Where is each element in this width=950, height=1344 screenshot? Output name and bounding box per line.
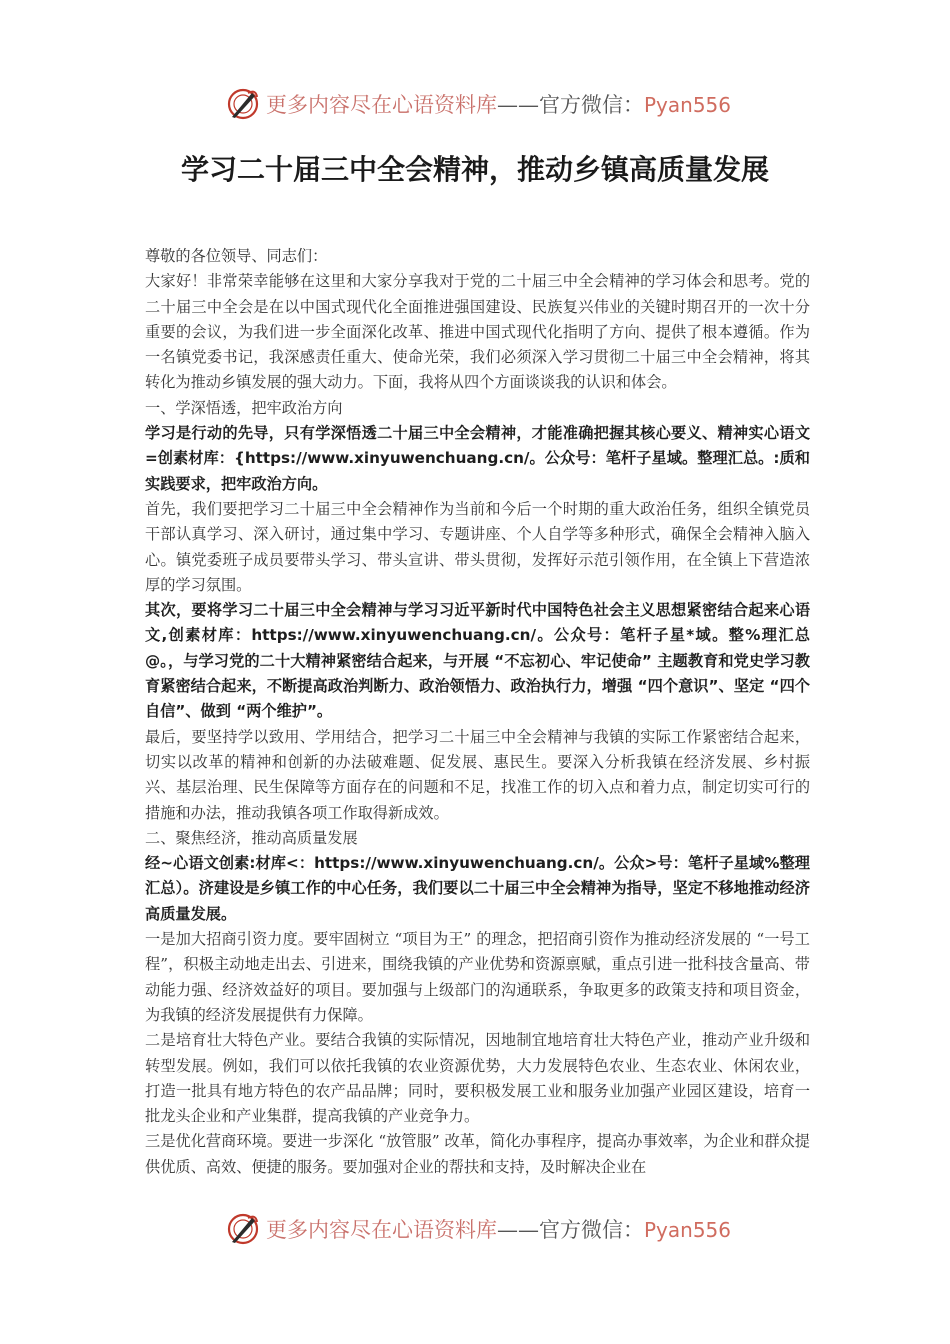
page-title: 学习二十届三中全会精神，推动乡镇高质量发展 (180, 153, 769, 186)
section-heading: 一、学深悟透，把牢政治方向 (145, 398, 343, 417)
paragraph: 大家好！非常荣幸能够在这里和大家分享我对于党的二十届三中全会精神的学习体会和思考。党的二十届三中全会是在以中国式现代化全面推进强国建设、民族复兴伟业的关键时期召开的一次十分重要的会议，为我们进一步全面深化改革、推进中国式现代化指明了方向、提供了根本遵循。作为一名镇党委书记，我深感责任重大、使命光荣，我们必须深入学习贯彻二十届三中全会精神，将其转化为推动乡镇发展的强大动力。下面，我将从四个方面谈谈我的认识和体会。 (145, 272, 810, 392)
banner-dash: —— (497, 93, 539, 117)
banner-main: 更多内容尽在心语资料库 (266, 93, 497, 117)
footer-banner (0, 1207, 950, 1251)
bold-paragraph: 经~心语文创素:材库<：https://www.xinyuwenchuang.cn/。公众>号：笔杆子星域%整理汇总）。济建设是乡镇工作的中心任务，我们要以二十届三中全会精神为指导，坚定不移地推动经济高质量发展。 (145, 854, 810, 923)
banner-text (266, 89, 731, 119)
banner-dash: —— (497, 1218, 539, 1242)
paragraph: 最后，要坚持学以致用、学用结合，把学习二十届三中全会精神与我镇的实际工作紧密结合起来，切实以改革的精神和创新的办法破难题、促发展、惠民生。要深入分析我镇在经济发展、乡村振兴、基层治理、民生保障等方面存在的问题和不足，找准工作的切入点和着力点，制定切实可行的措施和办法，推动我镇各项工作取得新成效。 (145, 727, 810, 822)
header-banner (0, 82, 950, 126)
bold-paragraph: 学习是行动的先导，只有学深悟透二十届三中全会精神，才能准确把握其核心要义、精神实心语文=创素材库：{https://www.xinyuwenchuang.cn/。公众号：笔杆子星域。整理汇总。:质和实践要求，把牢政治方向。 (145, 424, 810, 493)
quill-logo-icon (226, 1212, 260, 1246)
banner-label: 官方微信： (539, 1218, 644, 1242)
quill-logo-icon (226, 87, 260, 121)
salutation: 尊敬的各位领导、同志们： (145, 247, 328, 265)
paragraph: 三是优化营商环境。要进一步深化 “放管服” 改革，简化办事程序，提高办事效率，为企业和群众提供优质、高效、便捷的服务。要加强对企业的帮扶和支持，及时解决企业在 (145, 1132, 810, 1176)
banner-main: 更多内容尽在心语资料库 (266, 1218, 497, 1242)
banner-account: Pyan556 (644, 93, 732, 117)
bold-paragraph: 其次，要将学习二十届三中全会精神与学习习近平新时代中国特色社会主义思想紧密结合起来心语文,创素材库：https://www.xinyuwenchuang.cn/。公众号：笔杆子星*域。整%理汇总@。，与学习党的二十大精神紧密结合起来，与开展 “不忘初心、牢记使命” 主题教育和党史学习教育紧密结合起来，不断提高政治判断力、政治领悟力、政治执行力，增强 “四个意识”、坚定 “四个自信”、做到 “两个维护”。 (145, 601, 810, 721)
banner-account: Pyan556 (644, 1218, 732, 1242)
article-body (145, 244, 810, 1180)
paragraph: 首先，我们要把学习二十届三中全会精神作为当前和今后一个时期的重大政治任务，组织全镇党员干部认真学习、深入研讨，通过集中学习、专题讲座、个人自学等多种形式，确保全会精神入脑入心。镇党委班子成员要带头学习、带头宣讲、带头贯彻，发挥好示范引领作用，在全镇上下营造浓厚的学习氛围。 (145, 499, 810, 594)
banner-label: 官方微信： (539, 93, 644, 117)
section-heading: 二、聚焦经济，推动高质量发展 (145, 828, 358, 847)
paragraph: 一是加大招商引资力度。要牢固树立 “项目为王” 的理念，把招商引资作为推动经济发展的 “一号工程”，积极主动地走出去、引进来，围绕我镇的产业优势和资源禀赋，重点引进一批科技含量高、带动能力强、经济效益好的项目。要加强与上级部门的沟通联系，争取更多的政策支持和项目资金，为我镇的经济发展提供有力保障。 (145, 930, 810, 1024)
banner-text (266, 1214, 731, 1244)
paragraph: 二是培育壮大特色产业。要结合我镇的实际情况，因地制宜地培育壮大特色产业，推动产业升级和转型发展。例如，我们可以依托我镇的农业资源优势，大力发展特色农业、生态农业、休闲农业，打造一批具有地方特色的农产品品牌；同时，要积极发展工业和服务业加强产业园区建设，培育一批龙头企业和产业集群，提高我镇的产业竞争力。 (145, 1031, 810, 1126)
